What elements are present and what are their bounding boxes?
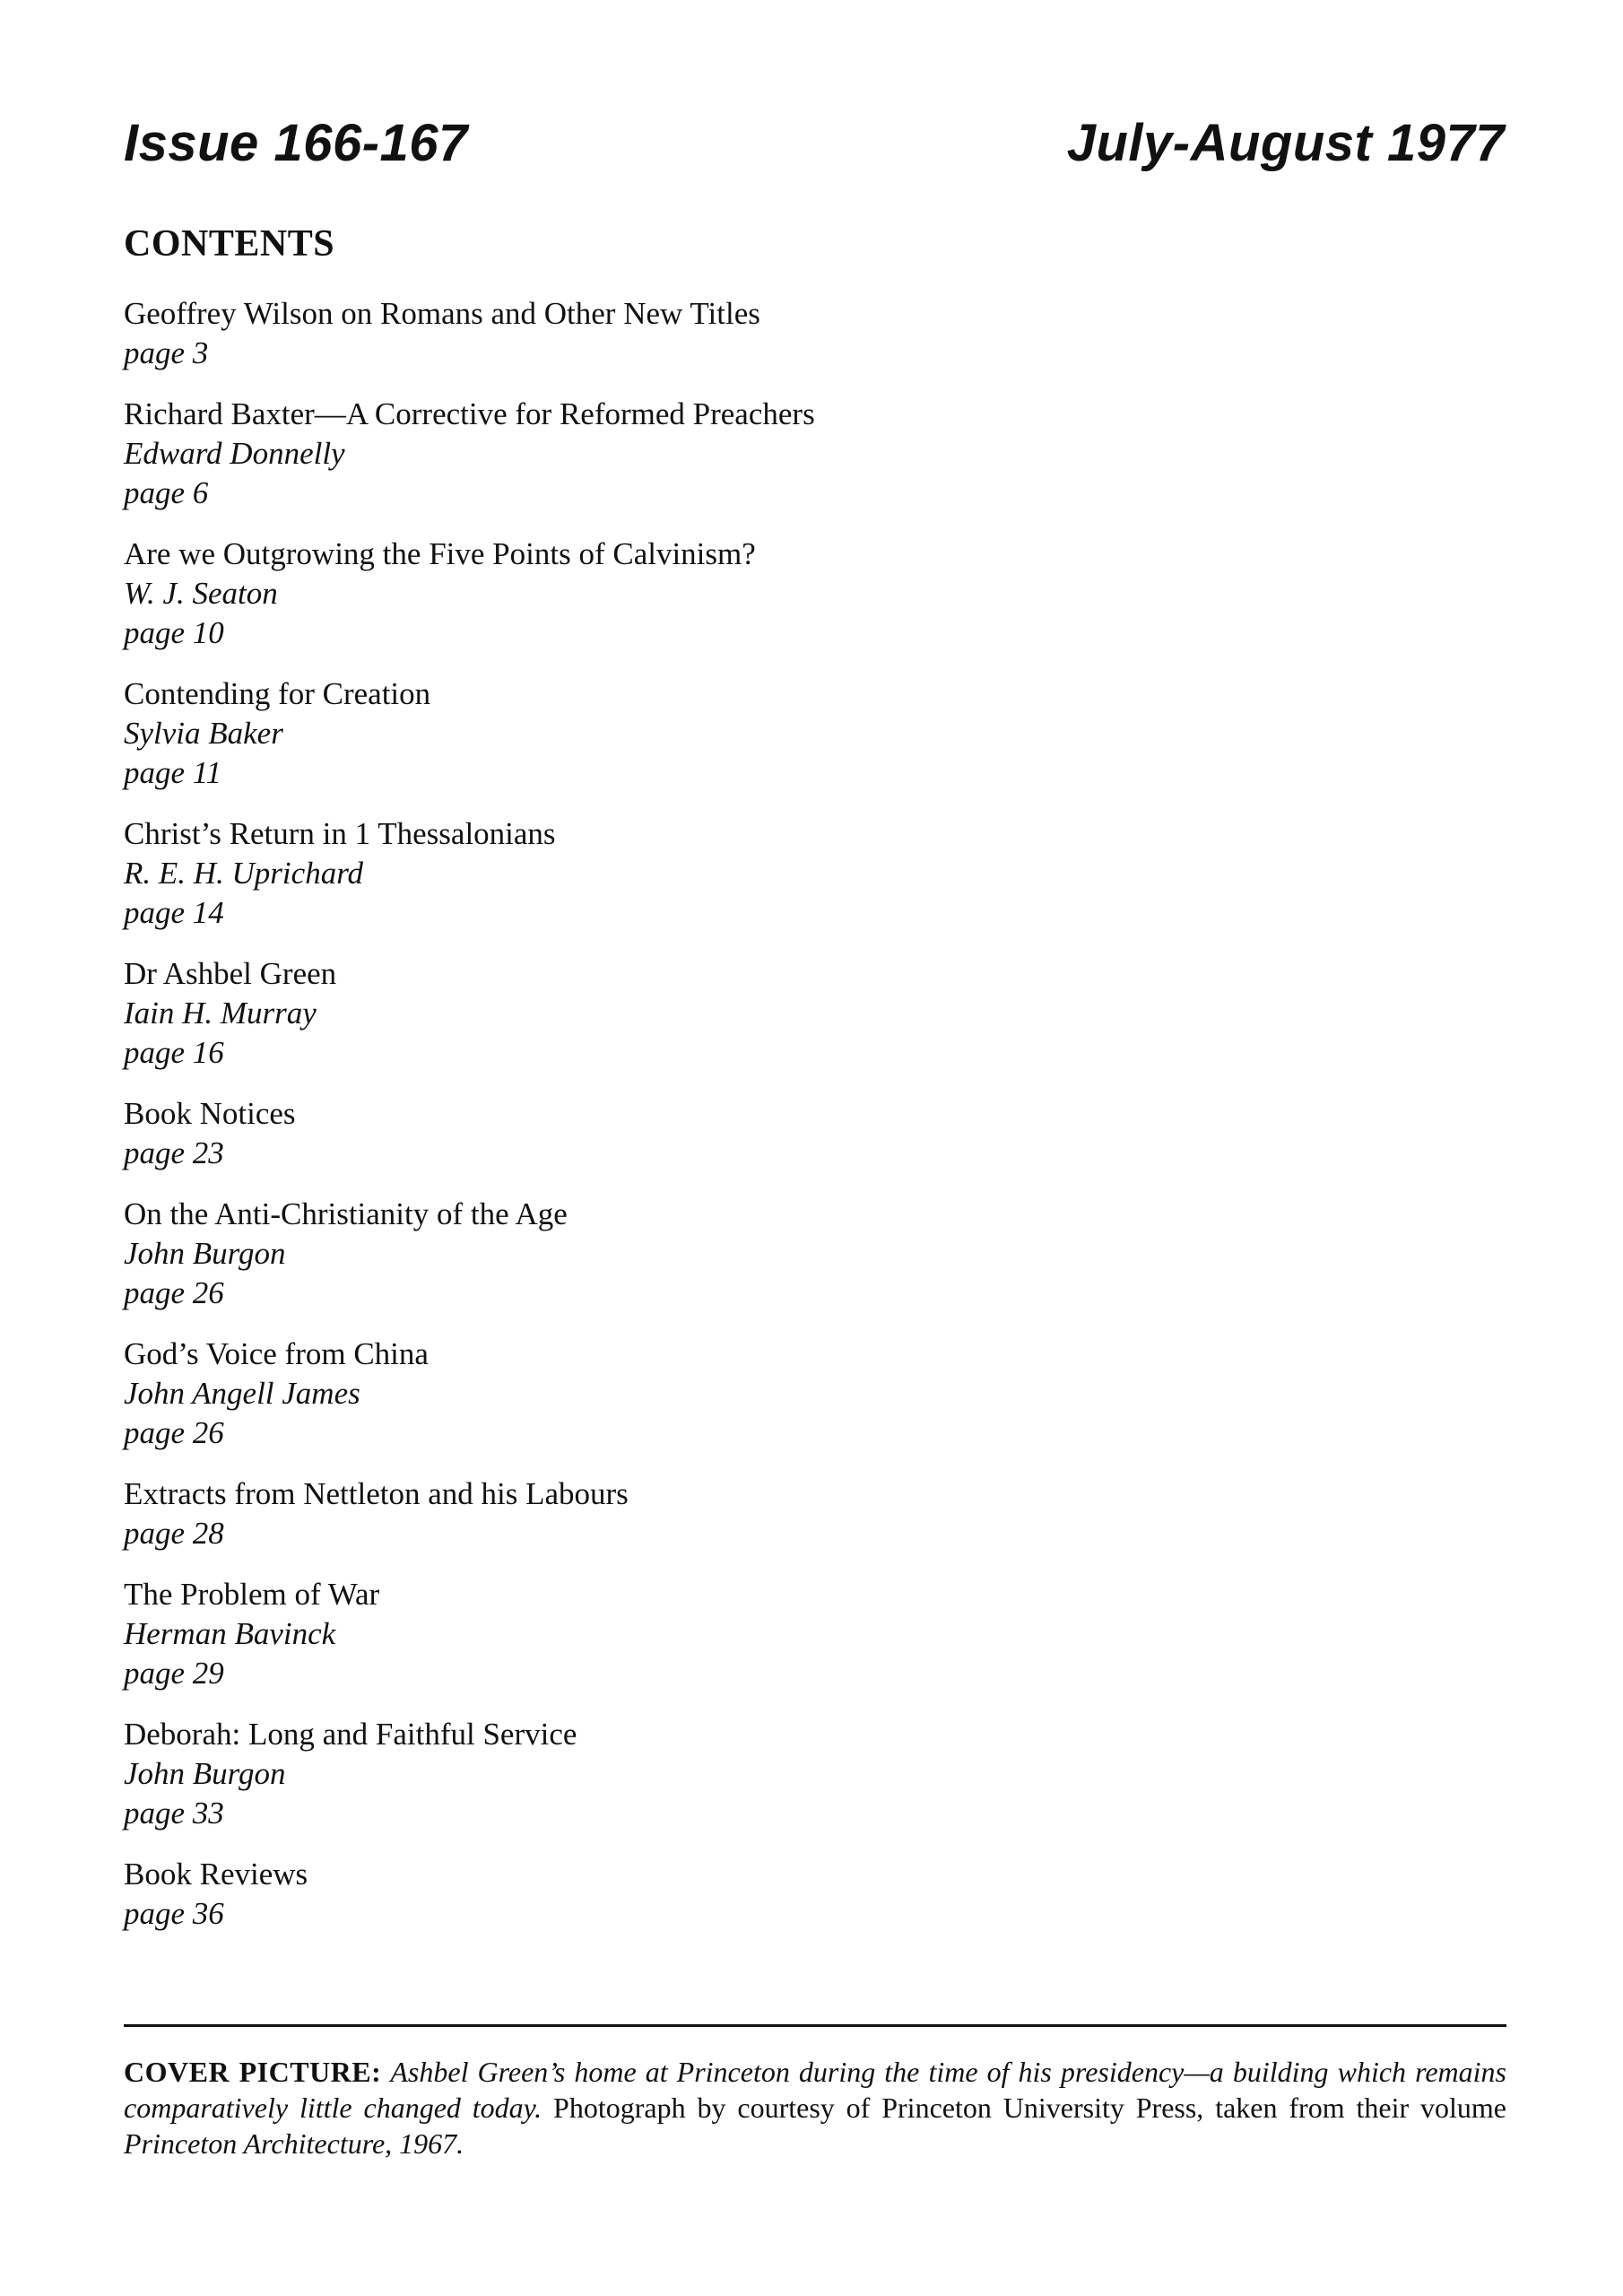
cover-picture-credit: Photograph by courtesy of Princeton University Press, taken from their volume bbox=[553, 2092, 1507, 2124]
entry-title: Dr Ashbel Green bbox=[124, 956, 337, 991]
entry-title: God’s Voice from China bbox=[124, 1336, 429, 1371]
entry-title: Book Reviews bbox=[124, 1857, 308, 1892]
entry-page-number: page 33 bbox=[124, 1796, 224, 1831]
contents-heading: CONTENTS bbox=[124, 223, 335, 265]
issue-date: July-August 1977 bbox=[1066, 114, 1505, 172]
entry-title: Extracts from Nettleton and his Labours bbox=[124, 1476, 629, 1511]
entry-page-number: page 10 bbox=[124, 615, 224, 650]
entry-title: Richard Baxter—A Corrective for Reformed Preachers bbox=[124, 396, 815, 431]
toc-entry bbox=[124, 954, 1469, 1073]
toc-entry bbox=[124, 1474, 1469, 1553]
entry-author: John Burgon bbox=[124, 1756, 286, 1791]
entry-page-number: page 16 bbox=[124, 1035, 224, 1070]
toc-entry bbox=[124, 814, 1469, 933]
issue-header bbox=[124, 112, 1505, 184]
entry-page-number: page 14 bbox=[124, 895, 224, 930]
entry-title: Christ’s Return in 1 Thessalonians bbox=[124, 816, 556, 851]
entry-title: Deborah: Long and Faithful Service bbox=[124, 1717, 577, 1752]
entry-author: Sylvia Baker bbox=[124, 716, 283, 751]
entry-author: John Angell James bbox=[124, 1376, 360, 1411]
table-of-contents bbox=[124, 294, 1469, 1955]
toc-entry bbox=[124, 1094, 1469, 1173]
toc-entry bbox=[124, 535, 1469, 653]
entry-page-number: page 23 bbox=[124, 1135, 224, 1170]
entry-title: Geoffrey Wilson on Romans and Other New Titles bbox=[124, 296, 760, 331]
entry-page-number: page 29 bbox=[124, 1656, 224, 1691]
issue-number: Issue 166-167 bbox=[124, 114, 468, 172]
entry-author: Herman Bavinck bbox=[124, 1616, 336, 1651]
entry-author: W. J. Seaton bbox=[124, 576, 278, 611]
entry-author: Iain H. Murray bbox=[124, 996, 317, 1031]
entry-page-number: page 36 bbox=[124, 1896, 224, 1931]
entry-title: Are we Outgrowing the Five Points of Calvinism? bbox=[124, 536, 756, 571]
entry-page-number: page 3 bbox=[124, 335, 209, 370]
entry-title: Contending for Creation bbox=[124, 676, 431, 711]
toc-entry bbox=[124, 1195, 1469, 1313]
entry-title: Book Notices bbox=[124, 1096, 296, 1131]
entry-title: The Problem of War bbox=[124, 1577, 380, 1612]
toc-entry bbox=[124, 1575, 1469, 1693]
entry-title: On the Anti-Christianity of the Age bbox=[124, 1196, 568, 1231]
cover-picture-label: COVER PICTURE: bbox=[124, 2056, 382, 2088]
entry-author: Edward Donnelly bbox=[124, 436, 345, 471]
toc-entry bbox=[124, 1855, 1469, 1934]
cover-picture-volume-title: Princeton Architecture, 1967. bbox=[124, 2127, 464, 2160]
toc-entry bbox=[124, 674, 1469, 793]
entry-page-number: page 26 bbox=[124, 1275, 224, 1310]
cover-picture-caption: Ashbel Green’s home at Princeton during the time of his presidency—a building which remains comparatively little changed today. bbox=[124, 2056, 1507, 2124]
cover-picture-note bbox=[124, 2054, 1506, 2161]
entry-page-number: page 6 bbox=[124, 475, 209, 510]
toc-entry bbox=[124, 1335, 1469, 1453]
toc-entry bbox=[124, 294, 1469, 373]
entry-author: R. E. H. Uprichard bbox=[124, 856, 364, 891]
toc-entry bbox=[124, 1715, 1469, 1833]
toc-entry bbox=[124, 395, 1469, 513]
entry-page-number: page 28 bbox=[124, 1516, 224, 1551]
section-divider bbox=[124, 2024, 1506, 2027]
entry-author: John Burgon bbox=[124, 1236, 286, 1271]
entry-page-number: page 26 bbox=[124, 1415, 224, 1450]
entry-page-number: page 11 bbox=[124, 755, 222, 790]
